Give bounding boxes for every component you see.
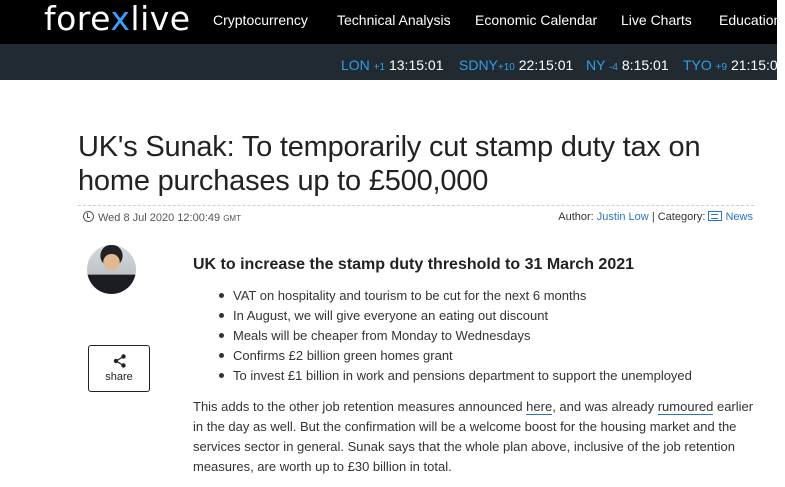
nav-live-charts[interactable]: Live Charts — [621, 12, 692, 28]
author-avatar — [87, 245, 136, 294]
timezone-label: GMT — [223, 214, 241, 223]
article-paragraph — [193, 397, 763, 477]
article-date — [83, 210, 241, 224]
clock-city: SDNY — [459, 57, 498, 73]
clock-offset: +9 — [715, 62, 728, 73]
share-icon — [113, 354, 127, 368]
clock-city: TYO — [683, 57, 712, 73]
paragraph-text: , and was already — [552, 399, 658, 414]
clock-sydney — [459, 57, 573, 73]
list-item: To invest £1 billion in work and pensions department to support the unemployed — [214, 367, 692, 387]
world-clock-bar — [0, 44, 785, 80]
top-navigation — [0, 0, 782, 44]
newspaper-icon — [708, 211, 722, 221]
rumoured-link[interactable]: rumoured — [657, 399, 714, 414]
list-item: Confirms £2 billion green homes grant — [214, 347, 692, 367]
list-item: In August, we will give everyone an eating out discount — [214, 307, 692, 327]
paragraph-text: This adds to the other job retention measures announced — [193, 399, 527, 414]
share-button[interactable] — [88, 345, 150, 392]
clock-icon — [83, 211, 94, 222]
article-title: UK's Sunak: To temporarily cut stamp duty tax on home purchases up to £500,000 — [78, 131, 701, 197]
clock-offset: +1 — [373, 62, 386, 73]
category-link[interactable] — [708, 211, 753, 223]
clock-london — [341, 57, 443, 73]
clock-time: 22:15:01 — [518, 57, 574, 73]
nav-cryptocurrency[interactable]: Cryptocurrency — [213, 12, 308, 28]
article-byline — [558, 210, 753, 223]
article-subheading: UK to increase the stamp duty threshold to 31 March 2021 — [193, 256, 635, 273]
nav-education[interactable]: Education — [719, 12, 782, 28]
clock-time: 8:15:01 — [621, 57, 669, 73]
nav-technical-analysis[interactable]: Technical Analysis — [337, 12, 451, 28]
category-text: News — [725, 211, 753, 223]
logo-text-x: x — [110, 0, 131, 38]
logo-text-live: live — [130, 0, 191, 38]
key-points-list — [214, 287, 692, 387]
clock-city: NY — [586, 57, 606, 73]
clock-city: LON — [341, 57, 370, 73]
author-link[interactable]: Justin Low — [596, 211, 649, 223]
forexlive-logo[interactable] — [44, 1, 191, 37]
clock-offset: +10 — [497, 62, 515, 73]
clock-tokyo — [683, 57, 785, 73]
date-text: Wed 8 Jul 2020 12:00:49 — [98, 212, 221, 224]
list-item: Meals will be cheaper from Monday to Wednesdays — [214, 327, 692, 347]
clock-time: 13:15:01 — [388, 57, 444, 73]
paragraph-text: earlier in the day as well. But the confirmation will be a welcome boost for the housing market and the services sector in general. Sunak says that the whole plan above, inclusive of the job retention measures, are worth up to £30 billion in total. — [193, 399, 754, 474]
nav-economic-calendar[interactable]: Economic Calendar — [475, 12, 598, 28]
clock-time: 21:15:01 — [730, 57, 785, 73]
meta-divider — [78, 205, 754, 206]
clock-offset: -4 — [609, 62, 618, 73]
category-label: | Category: — [651, 211, 706, 223]
author-label: Author: — [558, 211, 594, 223]
list-item: VAT on hospitality and tourism to be cut for the next 6 months — [214, 287, 692, 307]
share-label: share — [105, 371, 133, 383]
clock-new-york — [586, 57, 669, 73]
here-link[interactable]: here — [526, 399, 553, 414]
logo-text-fore: fore — [44, 0, 111, 38]
